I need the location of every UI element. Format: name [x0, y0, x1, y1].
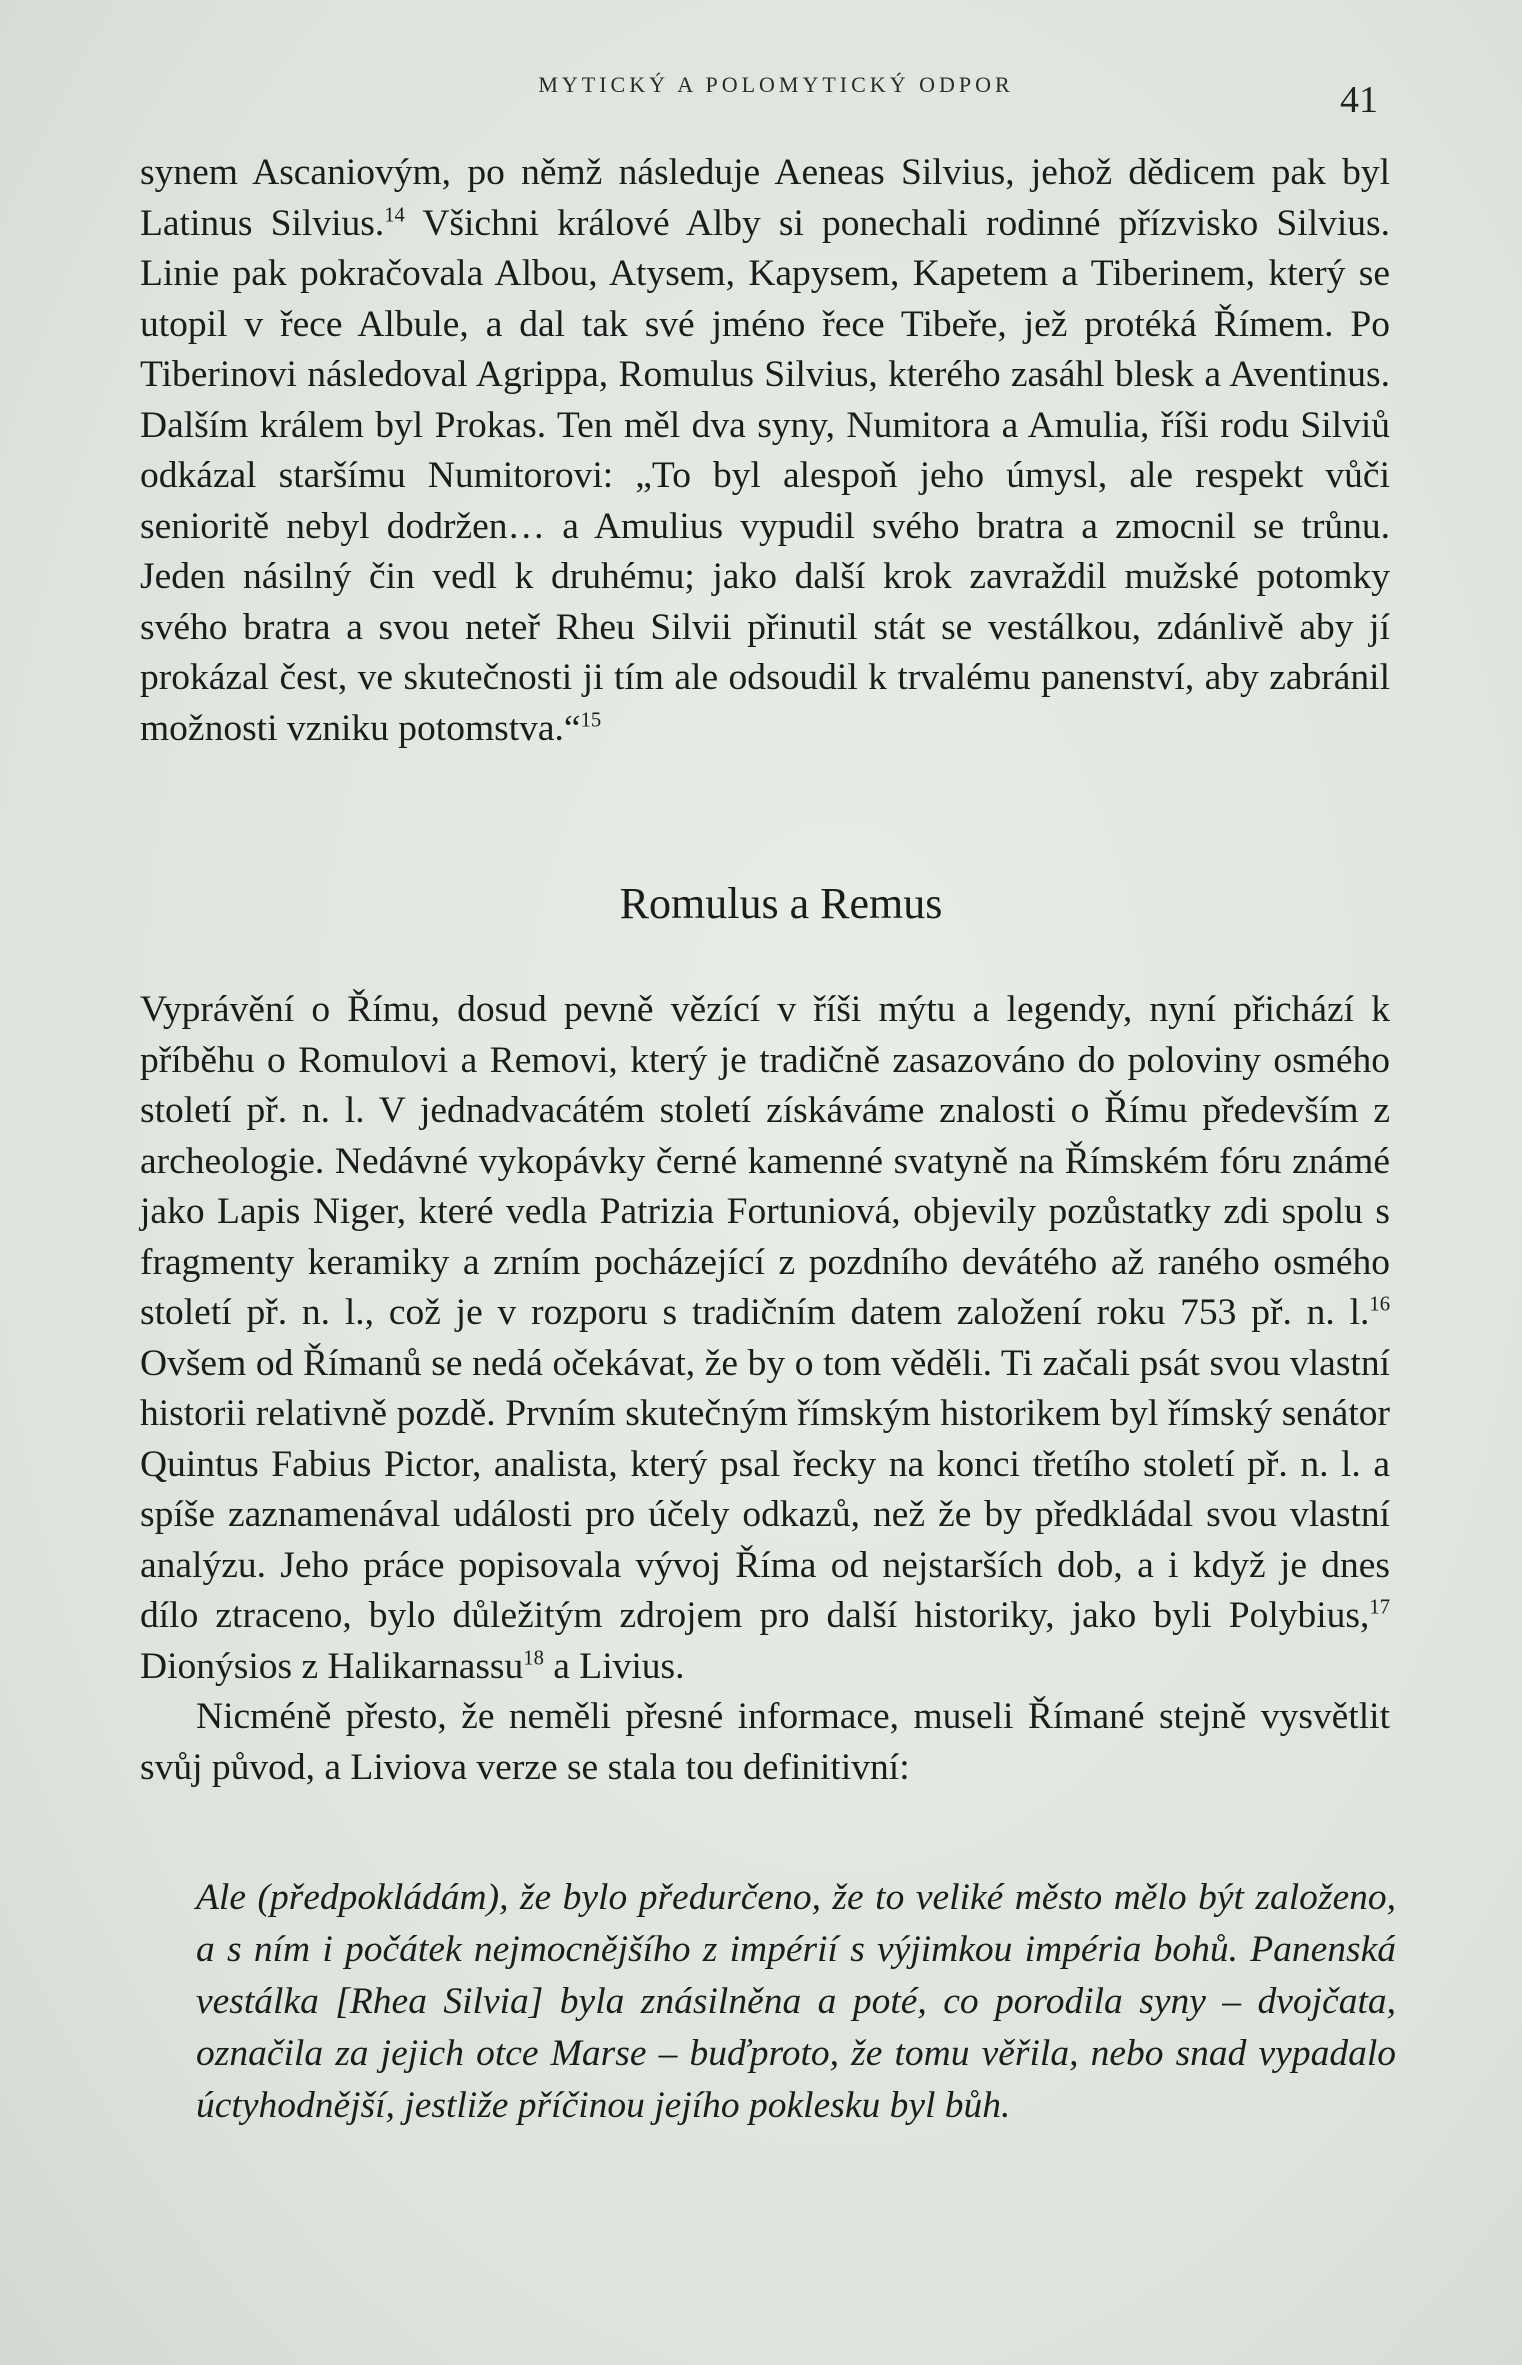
- footnote-ref: 17: [1369, 1596, 1390, 1619]
- paragraph-text: Ovšem od Římanů se nedá očekávat, že by o tom věděli. Ti začali psát svou vlastní historii relativně pozdě. Prvním skutečným římským historikem byl římský senátor Quintus Fabius Pictor, analista, který psal řecky na konci třetího století př. n. l. a spíše zaznamenával události pro účely odkazů, než že by předkládal svou vlastní analýzu. Jeho práce popisovala vývoj Říma od nejstarších dob, a i když je dnes dílo ztraceno, bylo důležitým zdrojem pro další historiky, jako byli Polybius,: [140, 1342, 1390, 1636]
- paragraph: [140, 148, 1390, 754]
- footnote-ref: 14: [384, 204, 405, 226]
- opening-text: [140, 148, 1390, 754]
- footnote-ref: 16: [1369, 1293, 1390, 1316]
- paragraph-text: a Livius.: [543, 1645, 685, 1687]
- section-text: [140, 985, 1390, 1793]
- paragraph: Nicméně přesto, že neměli přesné informace, museli Římané stejně vysvětlit svůj původ, a Liviova verze se stala tou definitivní:: [140, 1696, 1390, 1788]
- paragraph-text: Všichni králové Alby si ponechali rodinné přízvisko Silvius. Linie pak pokračovala Albou, Atysem, Kapysem, Kapetem a Tiberinem, který se utopil v řece Albule, a dal tak své jméno řece Tibeře, jež protéká Římem. Po Tiberinovi následoval Agrippa, Romulus Silvius, kterého zasáhl blesk a Aventinus. Dalším králem byl Prokas. Ten měl dva syny, Numitora a Amulia, říši rodu Silviů odkázal staršímu Numitorovi: „To byl alespoň jeho úmysl, ale respekt vůči senioritě nebyl dodržen… a Amulius vypudil svého bratra a zmocnil se trůnu. Jeden násilný čin vedl k druhému; jako další krok zavraždil mužské potomky svého bratra a svou neteř Rheu Silvii přinutil stát se vestálkou, zdánlivě aby jí prokázal čest, ve skutečnosti ji tím ale odsoudil k trvalému panenství, aby zabránil možnosti vzniku potomstva.“: [140, 202, 1390, 749]
- paragraph-text: Dionýsios z Halikarnassu: [140, 1645, 524, 1687]
- page-number: 41: [1340, 79, 1378, 121]
- running-head: MYTICKÝ A POLOMYTICKÝ ODPOR: [538, 72, 1014, 97]
- section-heading: Romulus a Remus: [619, 879, 943, 928]
- footnote-ref: 15: [580, 709, 602, 731]
- footnote-ref: 18: [523, 1647, 544, 1669]
- block-quote: Ale (předpokládám), že bylo předurčeno, že to veliké město mělo být založeno, a s ním i počátek nejmocnějšího z impérií s výjimkou impéria bohů. Panenská vestálka [Rhea Silvia] byla znásilněna a poté, co porodila syny – dvojčata, označila za jejich otce Marse – buďproto, že tomu věřila, nebo snad vypadalo úctyhodnější, jestliže příčinou jejího poklesku byl bůh.: [196, 1877, 1396, 2126]
- paragraph-text: Vyprávění o Římu, dosud pevně vězící v říši mýtu a legendy, nyní přichází k příběhu o Romulovi a Removi, který je tradičně zasazováno do poloviny osmého století př. n. l. V jednadvacátém století získáváme znalosti o Římu především z archeologie. Nedávné vykopávky černé kamenné svatyně na Římském fóru známé jako Lapis Niger, které vedla Patrizia Fortuniová, objevily pozůstatky zdi spolu s fragmenty keramiky a zrním pocházející z pozdního devátého až raného osmého století př. n. l., což je v rozporu s tradičním datem založení roku 753 př. n. l.: [140, 989, 1390, 1333]
- paragraph-text: synem Ascaniovým, po němž následuje Aeneas Silvius, jehož dědicem pak byl Latinus Silvius.: [140, 152, 1390, 244]
- paragraph: [140, 985, 1390, 1692]
